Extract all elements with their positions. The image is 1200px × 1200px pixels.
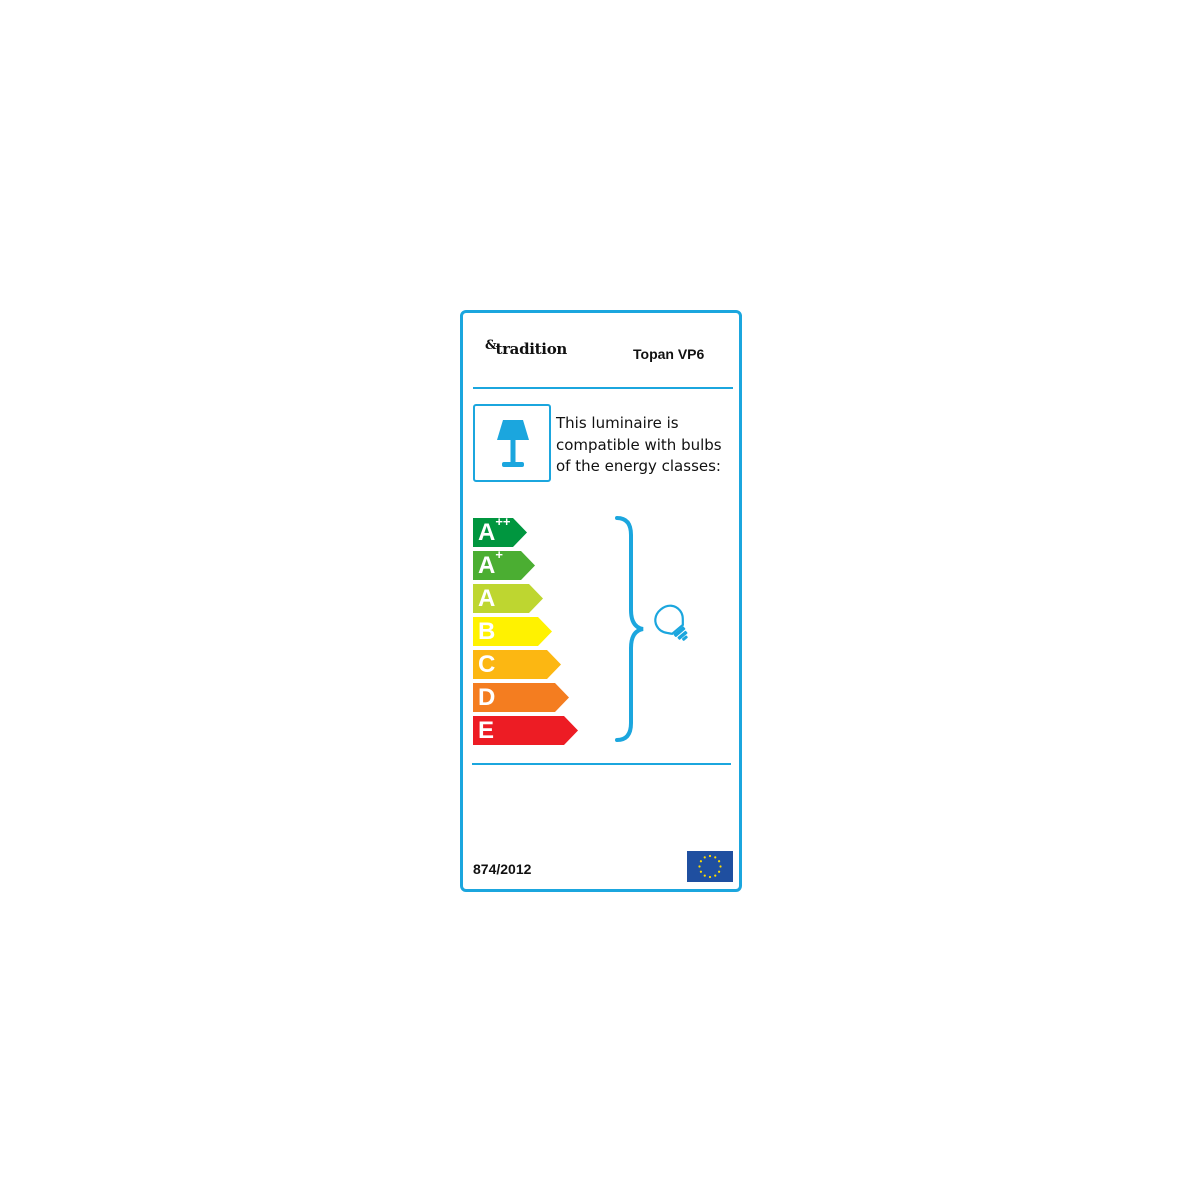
energy-class-a-plus-plus: [473, 514, 527, 547]
energy-class-b: [473, 617, 552, 646]
bottom-divider: [472, 763, 731, 765]
light-bulb-icon: [650, 601, 696, 647]
eu-flag-icon: [687, 851, 733, 882]
compatibility-line-2: compatible with bulbs: [556, 435, 722, 454]
brand-name: tradition: [495, 340, 568, 358]
class-label: E: [478, 717, 495, 744]
class-label: A: [478, 585, 496, 612]
compatibility-line-1: This luminaire is: [556, 414, 679, 432]
energy-class-d: [473, 683, 569, 712]
table-lamp-icon: [475, 406, 549, 480]
curly-brace-icon: [613, 515, 647, 743]
class-label: B: [478, 618, 496, 645]
energy-class-e: [473, 716, 578, 745]
energy-class-c: [473, 650, 561, 679]
model-name: Topan VP6: [633, 346, 705, 362]
top-divider: [473, 387, 733, 389]
energy-label: [460, 310, 742, 892]
compatibility-text: [556, 413, 738, 478]
brand-ampersand: &: [485, 338, 497, 353]
class-label: A++: [478, 514, 511, 546]
regulation-number: 874/2012: [473, 861, 532, 877]
energy-class-a: [473, 584, 543, 613]
class-label: D: [478, 684, 496, 711]
energy-class-a-plus: [473, 547, 535, 580]
lamp-icon-box: [473, 404, 551, 482]
class-label: A+: [478, 547, 503, 579]
brand-logo: [485, 340, 567, 358]
compatibility-line-3: of the energy classes:: [556, 457, 721, 475]
class-label: C: [478, 651, 496, 678]
